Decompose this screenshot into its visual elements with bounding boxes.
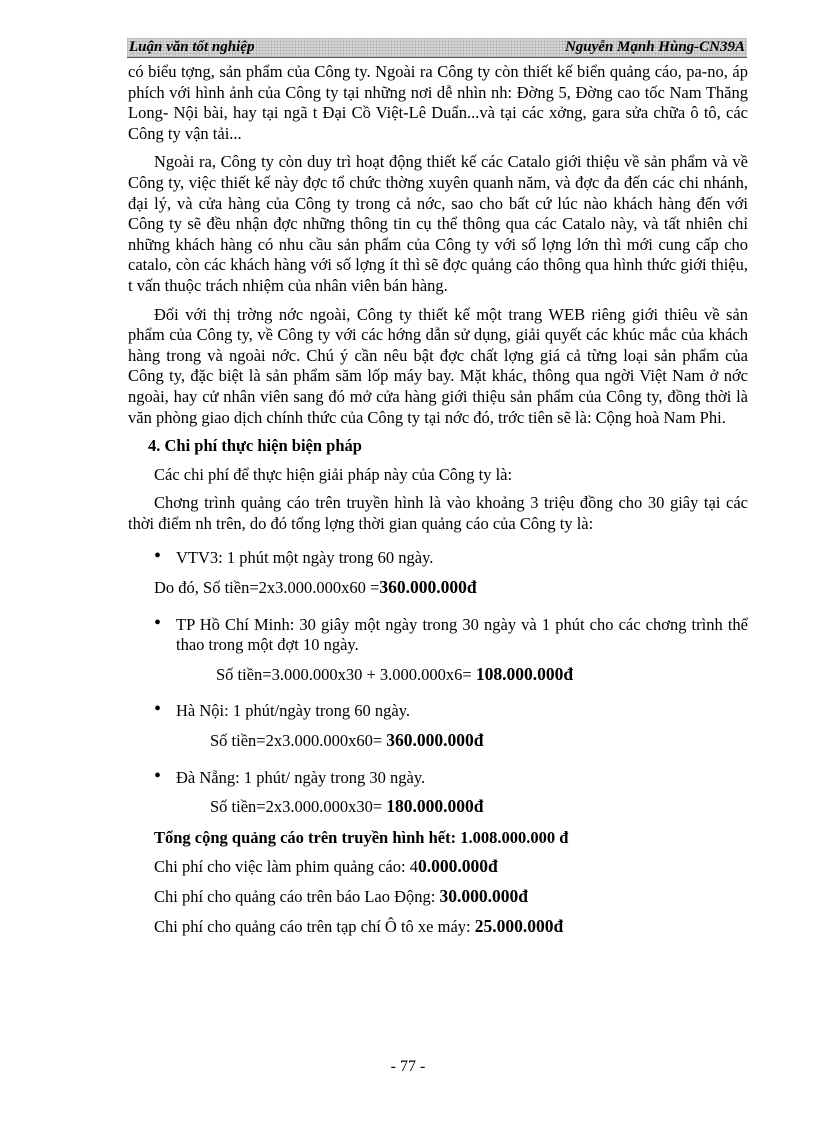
header-author: Nguyễn Mạnh Hùng-CN39A xyxy=(564,39,745,55)
formula-prefix: Số tiền=2x3.000.000x30= xyxy=(210,797,387,817)
formula-result: 360.000.000đ xyxy=(386,730,484,751)
bullet-text: TP Hồ Chí Minh: 30 giây một ngày trong 30 ngày và 1 phút cho các chơng trình thể thao trong một đợt 10 ngày. xyxy=(176,614,748,655)
page-number: - 77 - xyxy=(390,1058,426,1075)
bullet-icon: • xyxy=(154,545,162,568)
formula-result: 180.000.000đ xyxy=(386,796,484,817)
formula-vtv3 xyxy=(154,577,748,599)
formula-result: 360.000.000đ xyxy=(379,577,477,598)
magazine-cost xyxy=(154,916,748,938)
formula-hcm xyxy=(216,664,748,686)
newspaper-cost-label: Chi phí cho quảng cáo trên báo Lao Động: xyxy=(154,887,440,906)
bullet-text: Đà Nẵng: 1 phút/ ngày trong 30 ngày. xyxy=(176,767,426,787)
document-body xyxy=(128,62,748,945)
section-intro: Các chi phí để thực hiện giải pháp này của Công ty là: xyxy=(154,464,513,484)
film-cost-value: 0.000.000đ xyxy=(417,856,498,877)
bullet-text: Hà Nội: 1 phút/ngày trong 60 ngày. xyxy=(176,701,411,721)
page-header xyxy=(127,38,747,58)
formula-prefix: Số tiền=2x3.000.000x60= xyxy=(210,731,387,751)
magazine-cost-label: Chi phí cho quảng cáo trên tạp chí Ô tô xe máy: xyxy=(154,916,475,936)
magazine-cost-value: 25.000.000đ xyxy=(474,915,564,936)
bullet-icon: • xyxy=(154,698,162,721)
formula-danang xyxy=(210,796,748,818)
tv-total: Tổng cộng quảng cáo trên truyền hình hết: 1.008.000.000 đ xyxy=(154,827,569,847)
bullet-item-vtv3 xyxy=(154,545,748,569)
header-left-title: Luận văn tốt nghiệp xyxy=(129,39,255,55)
formula-prefix: Số tiền=3.000.000x30 + 3.000.000x6= xyxy=(216,664,476,684)
tv-intro: Chơng trình quảng cáo trên truyền hình là vào khoảng 3 triệu đồng cho 30 giây tại các thời điểm nh trên, do đó tổng lợng thời gian quảng cáo của Công ty là: xyxy=(128,493,748,533)
film-cost-label: Chi phí cho việc làm phim quảng cáo: 4 xyxy=(154,857,418,877)
formula-hanoi xyxy=(210,730,748,752)
bullet-text: VTV3: 1 phút một ngày trong 60 ngày. xyxy=(176,548,434,568)
bullet-item-hanoi xyxy=(154,698,748,722)
bullet-icon: • xyxy=(154,611,162,634)
formula-prefix: Do đó, Số tiền=2x3.000.000x60 = xyxy=(154,578,380,598)
paragraph-3: Đối với thị trờng nớc ngoài, Công ty thiết kế một trang WEB riêng giới thiêu về sản phẩm của Công ty, về Công ty với các hớng dẫn sử dụng, giải quyết các khúc mắc của khách hàng trong và ngoài nớc. Chú ý cần nêu bật đợc chất lợng giá cả từng loại sản phẩm của Công ty, đặc biệt là sản phẩm săm lốp máy bay. Mặt khác, thông qua ngời Việt Nam ở nớc ngoài, hay cử nhân viên sang đó mở cửa hàng giới thiệu sản phẩm của Công ty, đồng thời là văn phòng giao dịch chính thức của Công ty tại nớc đó, trớc tiên sẽ là: Cộng hoà Nam Phi. xyxy=(128,304,748,427)
bullet-item-danang xyxy=(154,764,748,789)
section-heading: 4. Chi phí thực hiện biện pháp xyxy=(148,436,362,456)
newspaper-cost xyxy=(154,886,748,908)
bullet-icon: • xyxy=(154,764,162,787)
newspaper-cost-value: 30.000.000đ xyxy=(439,886,528,906)
formula-result: 108.000.000đ xyxy=(475,663,574,684)
bullet-item-hcm xyxy=(154,611,748,656)
film-cost xyxy=(154,856,748,878)
paragraph-1: có biểu tợng, sản phẩm của Công ty. Ngoài ra Công ty còn thiết kế biển quảng cáo, pa-no, áp phích với hình ảnh của Công ty tại những nơi dễ nhìn nh: Đờng 5, Đờng cao tốc Nam Thăng Long- Nội bài, hay tại ngã t Đại Cồ Việt-Lê Duẩn...và tại các xởng, gara sửa chữa ô tô, các Công ty vận tải... xyxy=(128,62,748,143)
paragraph-2: Ngoài ra, Công ty còn duy trì hoạt động thiết kế các Catalo giới thiệu về sản phẩm và về Công ty, việc thiết kế này đợc tổ chức thờng xuyên quanh năm, và đợc đa đến các chi nhánh, đại lý, và cửa hàng của Công ty trong cả nớc, sao cho bất cứ lúc nào khách hàng đến với Công ty sẽ đều nhận đợc những thông tin cụ thể thông qua các Catalo này, và tất nhiên chỉ những khách hàng có nhu cầu sản phẩm của Công ty với số lợng lớn thì mới cung cấp cho catalo, còn các khách hàng với số lợng ít thì sẽ đợc quảng cáo thông qua hình thức giới thiệu, t vấn thuộc trách nhiệm của nhân viên bán hàng. xyxy=(128,152,748,295)
